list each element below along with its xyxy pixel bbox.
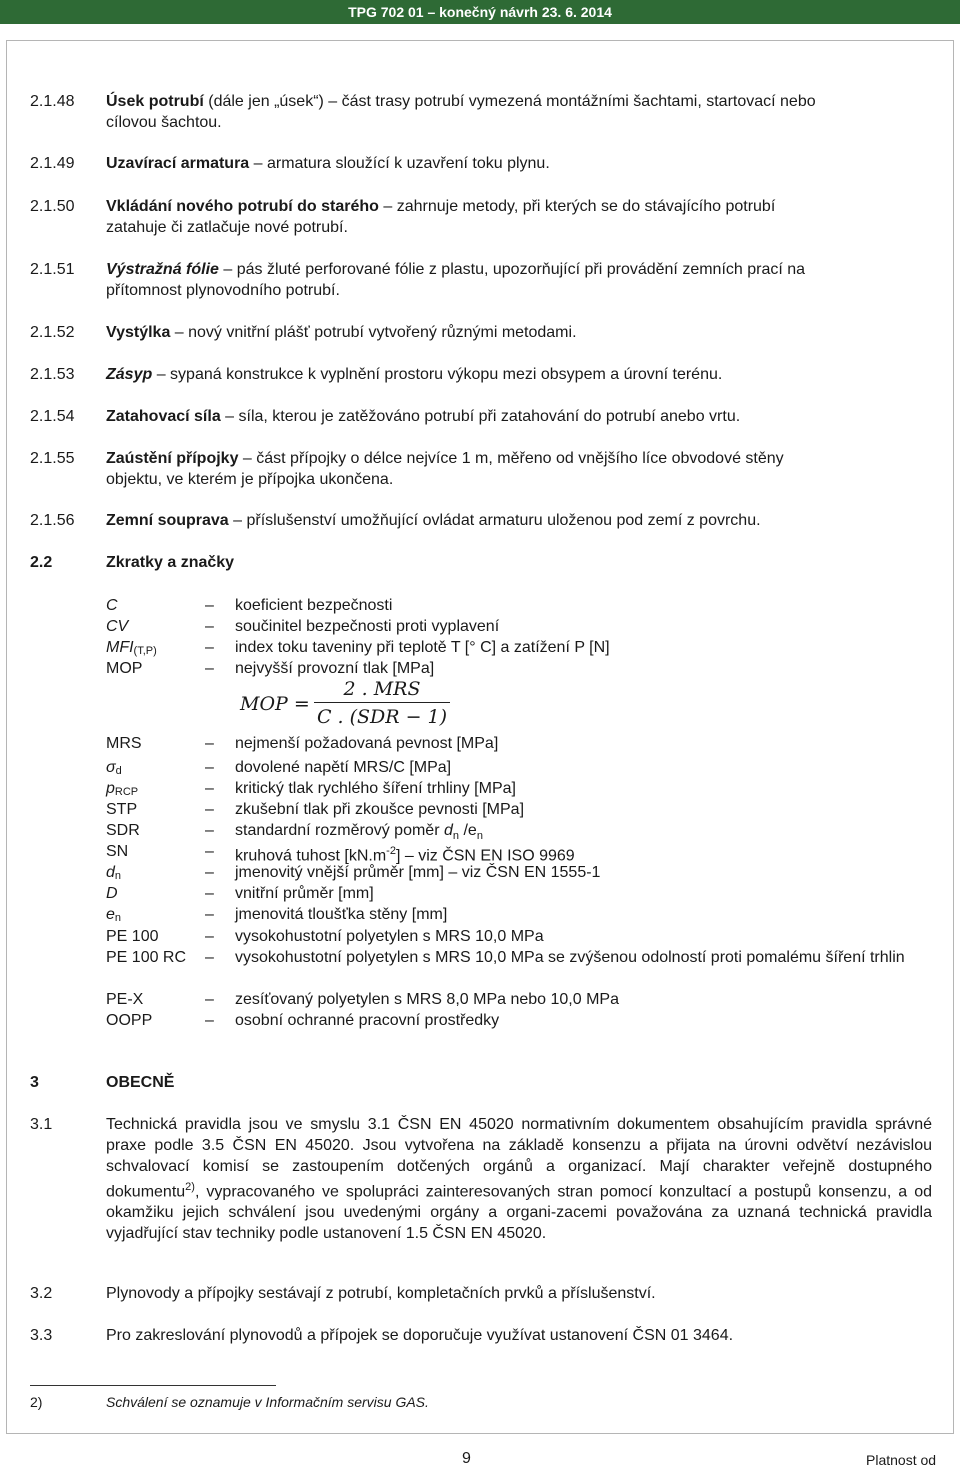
definition-term: Vkládání nového potrubí do starého — [106, 198, 379, 215]
def-number: 2.1.52 — [30, 324, 75, 341]
definition-term: Zemní souprava — [106, 512, 229, 529]
def-number: 2.1.48 — [30, 93, 75, 110]
def-number: 2.1.55 — [30, 450, 75, 467]
symbol: OOPP — [106, 1012, 153, 1029]
symbol: STP — [106, 801, 138, 818]
definition-text: – síla, kterou je zatěžováno potrubí při zatahování do potrubí anebo vrtu. — [220, 408, 741, 425]
definition-text: – armatura sloužící k uzavření toku plynu. — [249, 155, 550, 172]
symbol-dash: – — [205, 801, 214, 818]
definition-term: Výstražná fólie — [106, 261, 219, 278]
definition-text: – příslušenství umožňující ovládat armaturu uloženou pod zemí z povrchu. — [228, 512, 761, 529]
document-header — [0, 0, 960, 24]
symbol-description: kritický tlak rychlého šíření trhliny [MPa] — [235, 780, 516, 797]
symbol-description: jmenovitý vnější průměr [mm] – viz ČSN EN 1555-1 — [235, 864, 601, 881]
paragraph-number: 3.2 — [30, 1285, 53, 1302]
definition-text: – pás žluté perforované fólie z plastu, upozorňující při provádění zemních prací na — [218, 261, 806, 278]
definition-term: Zaústění přípojky — [106, 450, 239, 467]
paragraph: Plynovody a přípojky sestávají z potrubí, kompletačních prvků a příslušenství. — [106, 1285, 656, 1302]
definition-text-cont: cílovou šachtou. — [106, 114, 222, 131]
symbol: SN — [106, 843, 129, 860]
symbol-description: standardní rozměrový poměr $d_n$ $/e_n$ — [235, 822, 483, 843]
definition-term: Zatahovací síla — [106, 408, 221, 425]
definition-text-cont: přítomnost plynovodního potrubí. — [106, 282, 340, 299]
paragraph-number: 3.1 — [30, 1116, 53, 1133]
symbol-dash: – — [205, 949, 214, 966]
symbol-dash: – — [205, 618, 214, 635]
definition-text: – zahrnuje metody, při kterých se do stávajícího potrubí — [378, 198, 776, 215]
symbol-description: vysokohustotní polyetylen s MRS 10,0 MPa — [235, 928, 544, 945]
def-number: 2.1.50 — [30, 198, 75, 215]
definition-item — [106, 364, 932, 385]
symbol-description: osobní ochranné pracovní prostředky — [235, 1012, 500, 1029]
section-number: 2.2 — [30, 554, 53, 571]
symbol-dash: – — [205, 759, 214, 776]
definition-item — [106, 259, 932, 301]
definition-text-cont: zatahuje či zatlačuje nové potrubí. — [106, 219, 348, 236]
definition-item — [106, 510, 932, 531]
symbol: PE 100 RC — [106, 949, 187, 966]
definition-text: – část přípojky o délce nejvíce 1 m, měřeno od vnějšího líce obvodové stěny — [238, 450, 784, 467]
symbol-dash: – — [205, 843, 214, 860]
symbol-dash: – — [205, 864, 214, 881]
symbol-description: kruhová tuhost $[kN.m^{-2}]$ – viz ČSN EN ISO 9969 — [235, 845, 575, 865]
paragraph: Pro zakreslování plynovodů a přípojek se doporučuje využívat ustanovení ČSN 01 3464. — [106, 1327, 734, 1344]
symbol-dash: – — [205, 639, 214, 656]
symbol-dash: – — [205, 597, 214, 614]
symbol-description: vysokohustotní polyetylen s MRS 10,0 MPa se zvýšenou odolností proti pomalému šíření trhlin — [235, 949, 905, 966]
symbol-dash: – — [205, 885, 214, 902]
symbol-description: koeficient bezpečnosti — [235, 597, 393, 614]
symbol-description: nejvyšší provozní tlak [MPa] — [235, 660, 435, 677]
validity-label: Platnost od — [866, 1452, 937, 1468]
def-number: 2.1.54 — [30, 408, 75, 425]
symbol-dash: – — [205, 928, 214, 945]
symbol: C — [106, 597, 118, 614]
paragraph-number: 3.3 — [30, 1327, 53, 1344]
def-number: 2.1.51 — [30, 261, 75, 278]
definition-term: Vystýlka — [106, 324, 171, 341]
footnote: 2) Schválení se oznamuje v Informačním servisu GAS. — [30, 1394, 429, 1410]
symbol-description: zesíťovaný polyetylen s MRS 8,0 MPa nebo 10,0 MPa — [235, 991, 619, 1008]
symbol: D — [106, 885, 118, 902]
symbol: $e_n$ — [106, 906, 122, 924]
definition-term: Uzavírací armatura — [106, 155, 250, 172]
def-number: 2.1.53 — [30, 366, 75, 383]
definition-text: – nový vnitřní plášť potrubí vytvořený různými metodami. — [170, 324, 577, 341]
symbol-description: jmenovitá tloušťka stěny [mm] — [235, 906, 448, 923]
page-number: 9 — [462, 1450, 471, 1467]
definition-item — [106, 91, 932, 133]
definition-text: (dále jen „úsek“) – část trasy potrubí vymezená montážními šachtami, startovací nebo — [203, 93, 816, 110]
symbol: $d_n$ — [106, 864, 122, 882]
paragraph: Technická pravidla jsou ve smyslu 3.1 ČSN EN 45020 normativním dokumentem obsahujícím pravidla správné praxe podle 3.5 ČSN EN 45020. Jsou vytvořena na základě konsenzu a přijata na úrovni odvětví nezávislou schvalovací komisí se zastoupením dotčených orgánů a organizací. Mají charakter veřejně dostupného dokumentu$^{2)}$, vypracovaného ve spolupráci zainteresovaných stran pomocí konzultací a postupů konsenzu, a od okamžiku jejich schválení jsou uvedenými orgány a organi-zacemi považována za uznaná technická pravidla vyjadřující stav techniky podle ustanovení 1.5 ČSN EN 45020. — [106, 1116, 932, 1243]
definition-text: – sypaná konstrukce k vyplnění prostoru výkopu mezi obsypem a úrovní terénu. — [152, 366, 723, 383]
symbol: $\sigma_d$ — [106, 759, 122, 777]
symbol-dash: – — [205, 780, 214, 797]
definition-term: Úsek potrubí — [106, 93, 204, 110]
formula-denominator: C . (SDR − 1) — [316, 706, 448, 728]
def-number: 2.1.56 — [30, 512, 75, 529]
section-title: Zkratky a značky — [106, 554, 235, 571]
definition-text-cont: objektu, ve kterém je přípojka ukončena. — [106, 471, 394, 488]
symbol-dash: – — [205, 1012, 214, 1029]
fraction-bar — [314, 702, 450, 703]
symbol: PE-X — [106, 991, 144, 1008]
symbol-description: index toku taveniny při teplotě T [° C] a zatížení P [N] — [235, 639, 610, 656]
symbol-description: součinitel bezpečnosti proti vyplavení — [235, 618, 500, 635]
section-title: OBECNĚ — [106, 1074, 175, 1091]
symbol: PE 100 — [106, 928, 159, 945]
definition-item — [106, 196, 932, 238]
definition-item — [106, 406, 932, 427]
symbol-dash: – — [205, 735, 214, 752]
symbol: $p_{RCP}$ — [106, 780, 139, 798]
section-number: 3 — [30, 1074, 39, 1091]
symbol-dash: – — [205, 822, 214, 839]
symbol: $MFI_{(T,P)}$ — [106, 639, 157, 657]
document-title: TPG 702 01 – konečný návrh 23. 6. 2014 — [348, 4, 612, 20]
definition-item — [106, 448, 932, 490]
symbol: MRS — [106, 735, 142, 752]
symbol: CV — [106, 618, 129, 635]
formula-numerator: 2 . MRS — [343, 678, 421, 700]
definition-term: Zásyp — [106, 366, 153, 383]
def-number: 2.1.49 — [30, 155, 75, 172]
symbol-description: vnitřní průměr [mm] — [235, 885, 374, 902]
symbol-description: zkušební tlak při zkoušce pevnosti [MPa] — [235, 801, 525, 818]
symbol-description: dovolené napětí MRS/C [MPa] — [235, 759, 452, 776]
symbol: MOP — [106, 660, 143, 677]
formula-lhs: MOP = — [240, 693, 310, 715]
symbol: SDR — [106, 822, 140, 839]
footnote-separator — [30, 1385, 276, 1386]
definition-item — [106, 153, 932, 174]
symbol-dash: – — [205, 906, 214, 923]
symbol-dash: – — [205, 991, 214, 1008]
definition-item — [106, 322, 932, 343]
symbol-description: nejmenší požadovaná pevnost [MPa] — [235, 735, 499, 752]
symbol-dash: – — [205, 660, 214, 677]
